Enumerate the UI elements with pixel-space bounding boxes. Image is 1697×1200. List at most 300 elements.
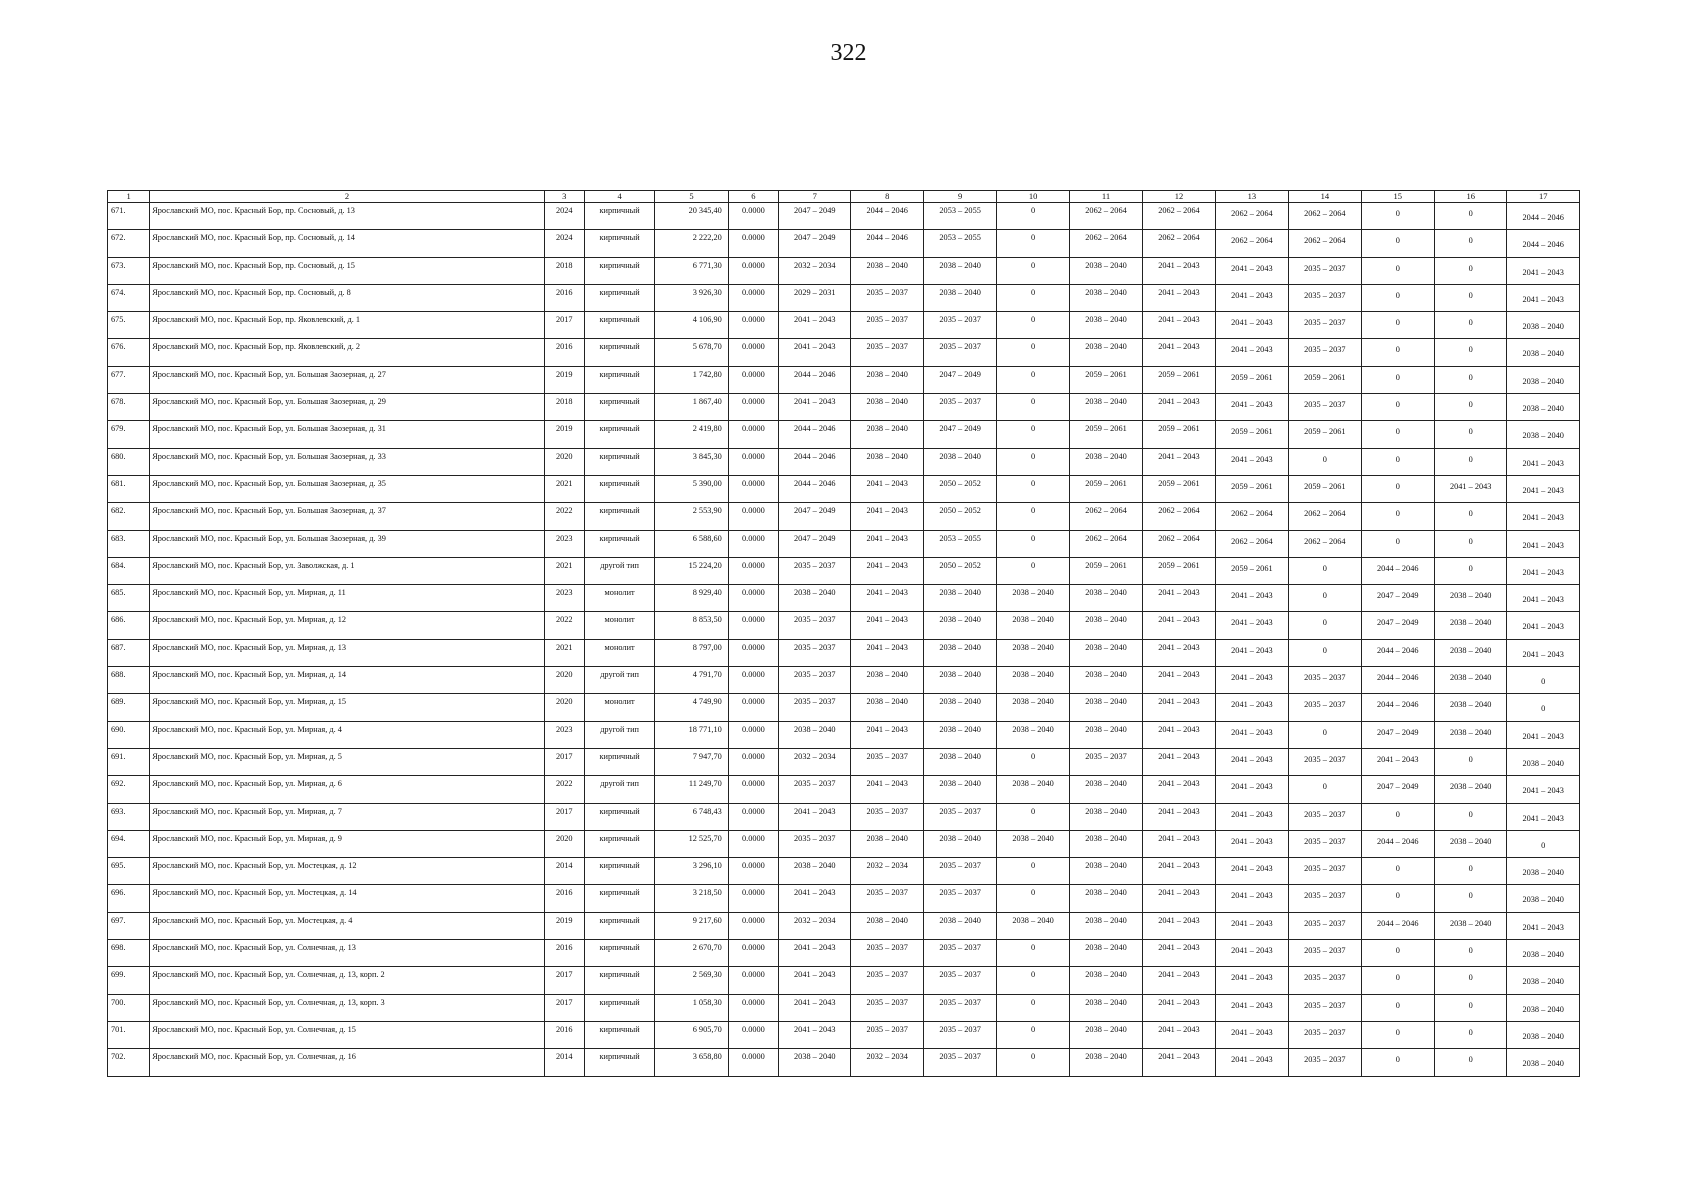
table-cell-col-14: 0 (1289, 639, 1361, 666)
table-cell-col-1: 696. (108, 885, 150, 912)
table-cell-col-10: 2038 – 2040 (997, 830, 1069, 857)
table-cell-col-8: 2035 – 2037 (851, 312, 923, 339)
table-cell-col-5: 6 748,43 (655, 803, 728, 830)
table-cell-col-1: 698. (108, 940, 150, 967)
table-cell-col-15: 2044 – 2046 (1361, 639, 1434, 666)
table-cell-col-12: 2041 – 2043 (1143, 394, 1215, 421)
table-cell-col-14: 2035 – 2037 (1289, 885, 1361, 912)
table-cell-col-9: 2038 – 2040 (923, 667, 996, 694)
table-cell-col-7: 2032 – 2034 (779, 257, 851, 284)
table-cell-col-13: 2041 – 2043 (1215, 912, 1288, 939)
table-cell-col-15: 0 (1361, 530, 1434, 557)
table-cell-col-3: 2020 (544, 667, 584, 694)
table-cell-col-15: 2044 – 2046 (1361, 830, 1434, 857)
table-cell-col-17: 2044 – 2046 (1507, 203, 1580, 230)
table-cell-col-3: 2019 (544, 421, 584, 448)
table-cell-col-17: 2041 – 2043 (1507, 530, 1580, 557)
table-cell-col-6: 0.0000 (728, 339, 778, 366)
table-cell-col-5: 1 867,40 (655, 394, 728, 421)
table-cell-col-16: 0 (1434, 394, 1506, 421)
table-cell-col-2: Ярославский МО, пос. Красный Бор, ул. Солнечная, д. 13, корп. 2 (150, 967, 544, 994)
table-cell-col-13: 2041 – 2043 (1215, 940, 1288, 967)
table-cell-col-14: 0 (1289, 721, 1361, 748)
table-cell-col-5: 1 742,80 (655, 366, 728, 393)
table-row (108, 503, 1580, 530)
column-header-17: 17 (1507, 191, 1580, 203)
table-cell-col-5: 2 222,20 (655, 230, 728, 257)
table-cell-col-2: Ярославский МО, пос. Красный Бор, пр. Сосновый, д. 15 (150, 257, 544, 284)
column-header-10: 10 (997, 191, 1069, 203)
table-cell-col-11: 2038 – 2040 (1069, 940, 1142, 967)
table-cell-col-10: 0 (997, 366, 1069, 393)
table-cell-col-16: 2038 – 2040 (1434, 721, 1506, 748)
table-cell-col-11: 2038 – 2040 (1069, 694, 1142, 721)
table-cell-col-7: 2041 – 2043 (779, 394, 851, 421)
table-cell-col-9: 2050 – 2052 (923, 475, 996, 502)
table-cell-col-1: 691. (108, 748, 150, 775)
table-cell-col-4: другой тип (584, 776, 654, 803)
table-cell-col-2: Ярославский МО, пос. Красный Бор, ул. Большая Заозерная, д. 39 (150, 530, 544, 557)
table-cell-col-11: 2035 – 2037 (1069, 748, 1142, 775)
table-cell-col-16: 0 (1434, 421, 1506, 448)
table-cell-col-14: 2059 – 2061 (1289, 475, 1361, 502)
table-cell-col-4: монолит (584, 639, 654, 666)
table-cell-col-17: 0 (1507, 667, 1580, 694)
table-cell-col-10: 0 (997, 203, 1069, 230)
table-cell-col-9: 2038 – 2040 (923, 721, 996, 748)
table-row (108, 940, 1580, 967)
table-cell-col-2: Ярославский МО, пос. Красный Бор, ул. Заволжская, д. 1 (150, 557, 544, 584)
table-cell-col-7: 2035 – 2037 (779, 557, 851, 584)
table-cell-col-8: 2035 – 2037 (851, 284, 923, 311)
table-cell-col-6: 0.0000 (728, 530, 778, 557)
table-cell-col-1: 690. (108, 721, 150, 748)
table-cell-col-9: 2038 – 2040 (923, 448, 996, 475)
table-cell-col-7: 2047 – 2049 (779, 203, 851, 230)
table-cell-col-16: 0 (1434, 803, 1506, 830)
table-cell-col-15: 2044 – 2046 (1361, 694, 1434, 721)
table-cell-col-9: 2035 – 2037 (923, 1021, 996, 1048)
table-cell-col-13: 2041 – 2043 (1215, 339, 1288, 366)
table-cell-col-11: 2038 – 2040 (1069, 994, 1142, 1021)
table-cell-col-6: 0.0000 (728, 1021, 778, 1048)
table-cell-col-9: 2035 – 2037 (923, 940, 996, 967)
table-cell-col-4: другой тип (584, 667, 654, 694)
table-cell-col-6: 0.0000 (728, 667, 778, 694)
table-cell-col-7: 2041 – 2043 (779, 967, 851, 994)
table-cell-col-15: 2044 – 2046 (1361, 557, 1434, 584)
table-cell-col-1: 697. (108, 912, 150, 939)
table-cell-col-9: 2038 – 2040 (923, 585, 996, 612)
table-cell-col-7: 2044 – 2046 (779, 366, 851, 393)
table-cell-col-13: 2041 – 2043 (1215, 830, 1288, 857)
table-cell-col-6: 0.0000 (728, 557, 778, 584)
table-cell-col-5: 3 845,30 (655, 448, 728, 475)
table-cell-col-4: кирпичный (584, 339, 654, 366)
table-cell-col-2: Ярославский МО, пос. Красный Бор, ул. Мирная, д. 9 (150, 830, 544, 857)
table-cell-col-16: 0 (1434, 994, 1506, 1021)
table-cell-col-16: 0 (1434, 312, 1506, 339)
table-cell-col-1: 701. (108, 1021, 150, 1048)
table-cell-col-15: 2044 – 2046 (1361, 912, 1434, 939)
table-cell-col-1: 700. (108, 994, 150, 1021)
table-cell-col-14: 2035 – 2037 (1289, 994, 1361, 1021)
table-cell-col-12: 2041 – 2043 (1143, 721, 1215, 748)
table-cell-col-8: 2038 – 2040 (851, 912, 923, 939)
table-cell-col-11: 2038 – 2040 (1069, 830, 1142, 857)
table-cell-col-16: 0 (1434, 366, 1506, 393)
table-cell-col-11: 2062 – 2064 (1069, 203, 1142, 230)
table-cell-col-15: 0 (1361, 312, 1434, 339)
header-row (108, 191, 1580, 203)
table-cell-col-5: 4 749,90 (655, 694, 728, 721)
table-cell-col-15: 0 (1361, 940, 1434, 967)
column-header-2: 2 (150, 191, 544, 203)
table-cell-col-5: 2 553,90 (655, 503, 728, 530)
table-cell-col-6: 0.0000 (728, 203, 778, 230)
table-cell-col-12: 2041 – 2043 (1143, 1049, 1215, 1076)
table-row (108, 776, 1580, 803)
table-cell-col-15: 0 (1361, 803, 1434, 830)
table-cell-col-4: кирпичный (584, 994, 654, 1021)
table-cell-col-1: 674. (108, 284, 150, 311)
table-cell-col-10: 0 (997, 394, 1069, 421)
table-cell-col-6: 0.0000 (728, 639, 778, 666)
table-cell-col-10: 0 (997, 230, 1069, 257)
table-cell-col-13: 2041 – 2043 (1215, 448, 1288, 475)
table-row (108, 994, 1580, 1021)
table-cell-col-10: 0 (997, 448, 1069, 475)
column-header-8: 8 (851, 191, 923, 203)
table-cell-col-8: 2041 – 2043 (851, 776, 923, 803)
table-cell-col-15: 0 (1361, 339, 1434, 366)
table-cell-col-13: 2041 – 2043 (1215, 284, 1288, 311)
table-cell-col-15: 2041 – 2043 (1361, 748, 1434, 775)
table-cell-col-4: кирпичный (584, 858, 654, 885)
table-cell-col-1: 671. (108, 203, 150, 230)
table-cell-col-6: 0.0000 (728, 366, 778, 393)
table-cell-col-7: 2041 – 2043 (779, 339, 851, 366)
table-cell-col-13: 2041 – 2043 (1215, 667, 1288, 694)
table-cell-col-7: 2035 – 2037 (779, 639, 851, 666)
table-cell-col-3: 2017 (544, 748, 584, 775)
table-cell-col-15: 0 (1361, 421, 1434, 448)
table-cell-col-15: 0 (1361, 203, 1434, 230)
table-cell-col-13: 2041 – 2043 (1215, 394, 1288, 421)
table-cell-col-10: 2038 – 2040 (997, 912, 1069, 939)
table-cell-col-12: 2041 – 2043 (1143, 312, 1215, 339)
table-cell-col-11: 2038 – 2040 (1069, 1049, 1142, 1076)
table-cell-col-5: 8 853,50 (655, 612, 728, 639)
table-cell-col-3: 2014 (544, 858, 584, 885)
table-cell-col-16: 0 (1434, 230, 1506, 257)
table-cell-col-13: 2041 – 2043 (1215, 257, 1288, 284)
table-row (108, 1049, 1580, 1076)
table-cell-col-17: 2041 – 2043 (1507, 448, 1580, 475)
column-header-7: 7 (779, 191, 851, 203)
table-cell-col-14: 0 (1289, 612, 1361, 639)
column-header-15: 15 (1361, 191, 1434, 203)
table-cell-col-11: 2038 – 2040 (1069, 284, 1142, 311)
table-cell-col-9: 2053 – 2055 (923, 530, 996, 557)
table-cell-col-3: 2017 (544, 967, 584, 994)
table-cell-col-11: 2038 – 2040 (1069, 912, 1142, 939)
table-cell-col-17: 2038 – 2040 (1507, 339, 1580, 366)
table-cell-col-5: 18 771,10 (655, 721, 728, 748)
table-cell-col-6: 0.0000 (728, 284, 778, 311)
table-cell-col-3: 2016 (544, 284, 584, 311)
table-cell-col-1: 692. (108, 776, 150, 803)
table-cell-col-6: 0.0000 (728, 448, 778, 475)
table-cell-col-17: 2041 – 2043 (1507, 585, 1580, 612)
table-cell-col-17: 2041 – 2043 (1507, 557, 1580, 584)
column-header-6: 6 (728, 191, 778, 203)
table-cell-col-6: 0.0000 (728, 748, 778, 775)
table-cell-col-5: 4 791,70 (655, 667, 728, 694)
table-cell-col-17: 2044 – 2046 (1507, 230, 1580, 257)
table-cell-col-6: 0.0000 (728, 885, 778, 912)
table-cell-col-6: 0.0000 (728, 585, 778, 612)
table-cell-col-7: 2032 – 2034 (779, 748, 851, 775)
table-cell-col-6: 0.0000 (728, 721, 778, 748)
table-cell-col-2: Ярославский МО, пос. Красный Бор, пр. Сосновый, д. 13 (150, 203, 544, 230)
table-cell-col-9: 2038 – 2040 (923, 748, 996, 775)
table-cell-col-12: 2041 – 2043 (1143, 639, 1215, 666)
table-cell-col-13: 2041 – 2043 (1215, 721, 1288, 748)
table-row (108, 748, 1580, 775)
table-cell-col-14: 2035 – 2037 (1289, 967, 1361, 994)
table-cell-col-14: 2035 – 2037 (1289, 694, 1361, 721)
table-cell-col-6: 0.0000 (728, 803, 778, 830)
table-cell-col-5: 7 947,70 (655, 748, 728, 775)
table-cell-col-12: 2041 – 2043 (1143, 1021, 1215, 1048)
table-cell-col-3: 2024 (544, 203, 584, 230)
table-cell-col-2: Ярославский МО, пос. Красный Бор, ул. Мирная, д. 4 (150, 721, 544, 748)
table-cell-col-4: кирпичный (584, 530, 654, 557)
table-cell-col-8: 2041 – 2043 (851, 612, 923, 639)
table-cell-col-13: 2041 – 2043 (1215, 803, 1288, 830)
table-cell-col-4: кирпичный (584, 967, 654, 994)
table-cell-col-7: 2041 – 2043 (779, 994, 851, 1021)
table-cell-col-12: 2041 – 2043 (1143, 257, 1215, 284)
table-cell-col-1: 676. (108, 339, 150, 366)
table-cell-col-13: 2062 – 2064 (1215, 503, 1288, 530)
table-row (108, 394, 1580, 421)
table-row (108, 530, 1580, 557)
table-cell-col-16: 2041 – 2043 (1434, 475, 1506, 502)
table-row (108, 421, 1580, 448)
table-cell-col-6: 0.0000 (728, 230, 778, 257)
table-cell-col-1: 694. (108, 830, 150, 857)
table-cell-col-14: 2035 – 2037 (1289, 339, 1361, 366)
table-cell-col-5: 2 670,70 (655, 940, 728, 967)
table-cell-col-11: 2038 – 2040 (1069, 1021, 1142, 1048)
table-cell-col-9: 2035 – 2037 (923, 339, 996, 366)
table-row (108, 858, 1580, 885)
table-cell-col-8: 2038 – 2040 (851, 448, 923, 475)
table-cell-col-13: 2041 – 2043 (1215, 776, 1288, 803)
table-cell-col-9: 2035 – 2037 (923, 394, 996, 421)
table-cell-col-9: 2038 – 2040 (923, 257, 996, 284)
table-cell-col-4: кирпичный (584, 421, 654, 448)
table-cell-col-7: 2038 – 2040 (779, 1049, 851, 1076)
table-cell-col-11: 2038 – 2040 (1069, 803, 1142, 830)
table-cell-col-14: 2062 – 2064 (1289, 230, 1361, 257)
table-cell-col-12: 2041 – 2043 (1143, 748, 1215, 775)
table-cell-col-11: 2062 – 2064 (1069, 503, 1142, 530)
table-cell-col-9: 2050 – 2052 (923, 503, 996, 530)
table-cell-col-12: 2041 – 2043 (1143, 612, 1215, 639)
table-cell-col-3: 2021 (544, 639, 584, 666)
table-cell-col-10: 0 (997, 503, 1069, 530)
table-cell-col-9: 2047 – 2049 (923, 421, 996, 448)
table-cell-col-10: 0 (997, 748, 1069, 775)
table-cell-col-12: 2059 – 2061 (1143, 421, 1215, 448)
column-header-1: 1 (108, 191, 150, 203)
table-row (108, 585, 1580, 612)
table-cell-col-4: кирпичный (584, 503, 654, 530)
table-cell-col-14: 2035 – 2037 (1289, 748, 1361, 775)
table-cell-col-2: Ярославский МО, пос. Красный Бор, ул. Большая Заозерная, д. 31 (150, 421, 544, 448)
table-cell-col-3: 2014 (544, 1049, 584, 1076)
table-cell-col-8: 2041 – 2043 (851, 639, 923, 666)
table-cell-col-15: 0 (1361, 366, 1434, 393)
table-cell-col-4: монолит (584, 585, 654, 612)
table-cell-col-10: 2038 – 2040 (997, 721, 1069, 748)
table-cell-col-6: 0.0000 (728, 1049, 778, 1076)
table-cell-col-16: 0 (1434, 530, 1506, 557)
table-cell-col-6: 0.0000 (728, 830, 778, 857)
table-cell-col-3: 2022 (544, 503, 584, 530)
table-cell-col-14: 2035 – 2037 (1289, 1049, 1361, 1076)
table-cell-col-10: 0 (997, 339, 1069, 366)
table-cell-col-4: кирпичный (584, 230, 654, 257)
table-cell-col-17: 2038 – 2040 (1507, 885, 1580, 912)
table-cell-col-16: 2038 – 2040 (1434, 912, 1506, 939)
table-cell-col-3: 2023 (544, 721, 584, 748)
table-cell-col-7: 2035 – 2037 (779, 830, 851, 857)
column-header-5: 5 (655, 191, 728, 203)
table-cell-col-17: 2038 – 2040 (1507, 748, 1580, 775)
table-cell-col-17: 2041 – 2043 (1507, 284, 1580, 311)
table-cell-col-15: 0 (1361, 257, 1434, 284)
table-cell-col-17: 2041 – 2043 (1507, 776, 1580, 803)
table-cell-col-9: 2038 – 2040 (923, 912, 996, 939)
table-cell-col-4: кирпичный (584, 1049, 654, 1076)
table-cell-col-1: 689. (108, 694, 150, 721)
table-row (108, 639, 1580, 666)
housing-register-table (107, 190, 1580, 1077)
table-cell-col-17: 2041 – 2043 (1507, 721, 1580, 748)
table-cell-col-5: 3 926,30 (655, 284, 728, 311)
table-cell-col-13: 2041 – 2043 (1215, 694, 1288, 721)
table-cell-col-3: 2018 (544, 394, 584, 421)
table-cell-col-1: 677. (108, 366, 150, 393)
table-cell-col-11: 2038 – 2040 (1069, 312, 1142, 339)
table-cell-col-13: 2041 – 2043 (1215, 612, 1288, 639)
table-cell-col-14: 2035 – 2037 (1289, 284, 1361, 311)
table-cell-col-12: 2041 – 2043 (1143, 830, 1215, 857)
table-cell-col-1: 678. (108, 394, 150, 421)
table-cell-col-8: 2038 – 2040 (851, 694, 923, 721)
table-header (108, 191, 1580, 203)
table-cell-col-12: 2041 – 2043 (1143, 585, 1215, 612)
table-cell-col-13: 2062 – 2064 (1215, 203, 1288, 230)
table-cell-col-15: 2047 – 2049 (1361, 776, 1434, 803)
table-row (108, 257, 1580, 284)
table-cell-col-13: 2041 – 2043 (1215, 858, 1288, 885)
table-row (108, 912, 1580, 939)
table-cell-col-11: 2038 – 2040 (1069, 776, 1142, 803)
table-cell-col-2: Ярославский МО, пос. Красный Бор, ул. Мирная, д. 5 (150, 748, 544, 775)
table-cell-col-4: кирпичный (584, 203, 654, 230)
table-cell-col-16: 0 (1434, 858, 1506, 885)
table-cell-col-8: 2038 – 2040 (851, 257, 923, 284)
table-cell-col-8: 2038 – 2040 (851, 366, 923, 393)
table-cell-col-4: кирпичный (584, 830, 654, 857)
table-cell-col-3: 2023 (544, 530, 584, 557)
table-cell-col-13: 2041 – 2043 (1215, 639, 1288, 666)
table-cell-col-2: Ярославский МО, пос. Красный Бор, ул. Солнечная, д. 13 (150, 940, 544, 967)
table-cell-col-10: 2038 – 2040 (997, 585, 1069, 612)
table-cell-col-14: 2035 – 2037 (1289, 312, 1361, 339)
table-cell-col-7: 2044 – 2046 (779, 475, 851, 502)
table-cell-col-13: 2041 – 2043 (1215, 1021, 1288, 1048)
table-cell-col-5: 5 390,00 (655, 475, 728, 502)
table-row (108, 339, 1580, 366)
table-row (108, 885, 1580, 912)
table-cell-col-5: 6 905,70 (655, 1021, 728, 1048)
table-cell-col-8: 2044 – 2046 (851, 230, 923, 257)
table-cell-col-3: 2019 (544, 366, 584, 393)
table-cell-col-4: другой тип (584, 721, 654, 748)
table-cell-col-16: 0 (1434, 339, 1506, 366)
table-body (108, 203, 1580, 1077)
table-cell-col-17: 2041 – 2043 (1507, 639, 1580, 666)
table-cell-col-7: 2041 – 2043 (779, 885, 851, 912)
table-cell-col-2: Ярославский МО, пос. Красный Бор, ул. Мирная, д. 6 (150, 776, 544, 803)
table-cell-col-3: 2016 (544, 940, 584, 967)
table-cell-col-1: 682. (108, 503, 150, 530)
table-cell-col-16: 2038 – 2040 (1434, 585, 1506, 612)
table-cell-col-1: 681. (108, 475, 150, 502)
table-cell-col-4: кирпичный (584, 312, 654, 339)
table-cell-col-10: 2038 – 2040 (997, 694, 1069, 721)
table-cell-col-4: кирпичный (584, 940, 654, 967)
table-cell-col-14: 2059 – 2061 (1289, 421, 1361, 448)
table-cell-col-9: 2038 – 2040 (923, 612, 996, 639)
table-cell-col-11: 2038 – 2040 (1069, 257, 1142, 284)
table-cell-col-17: 2038 – 2040 (1507, 394, 1580, 421)
table-cell-col-5: 5 678,70 (655, 339, 728, 366)
table-cell-col-10: 0 (997, 1049, 1069, 1076)
table-cell-col-17: 2038 – 2040 (1507, 858, 1580, 885)
table-cell-col-1: 685. (108, 585, 150, 612)
table-cell-col-14: 0 (1289, 776, 1361, 803)
table-cell-col-11: 2038 – 2040 (1069, 885, 1142, 912)
table-cell-col-15: 2047 – 2049 (1361, 585, 1434, 612)
column-header-9: 9 (923, 191, 996, 203)
table-row (108, 366, 1580, 393)
table-row (108, 203, 1580, 230)
table-cell-col-8: 2035 – 2037 (851, 885, 923, 912)
table-cell-col-16: 2038 – 2040 (1434, 694, 1506, 721)
table-cell-col-17: 2038 – 2040 (1507, 967, 1580, 994)
table-cell-col-12: 2062 – 2064 (1143, 230, 1215, 257)
table-cell-col-3: 2019 (544, 912, 584, 939)
table-cell-col-12: 2059 – 2061 (1143, 366, 1215, 393)
table-row (108, 694, 1580, 721)
